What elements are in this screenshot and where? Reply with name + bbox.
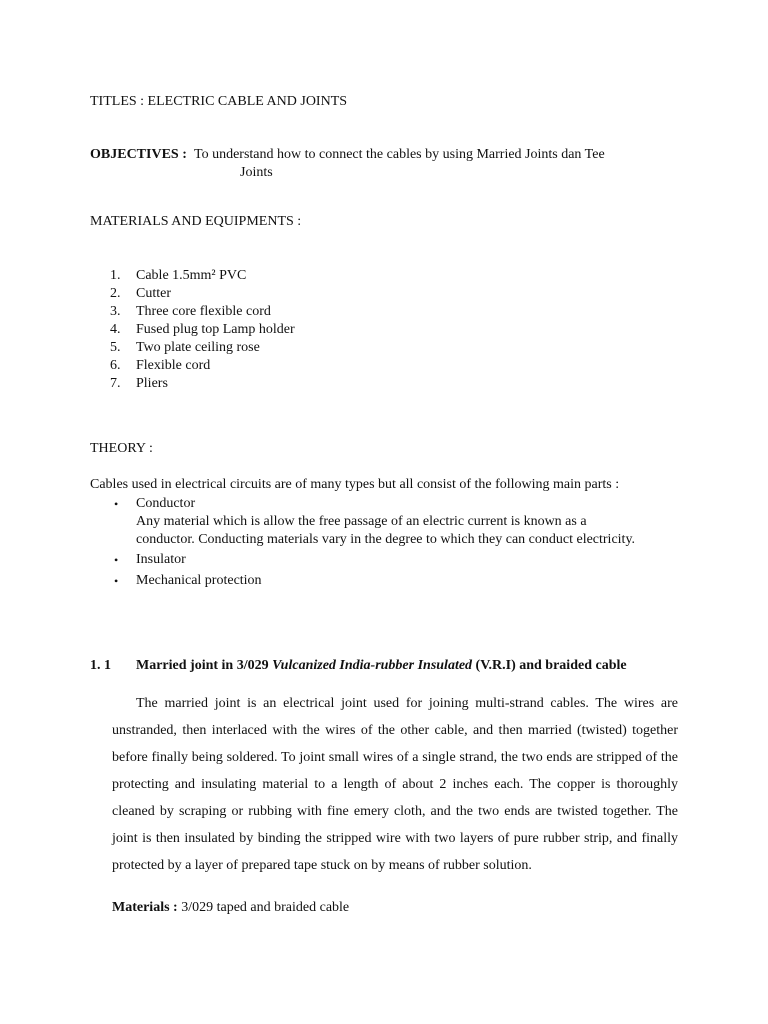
section-materials-text: 3/029 taped and braided cable xyxy=(181,900,350,915)
bullet-label: Mechanical protection xyxy=(136,573,262,588)
document-title: TITLES : ELECTRIC CABLE AND JOINTS xyxy=(90,94,348,109)
list-item xyxy=(110,375,295,393)
list-number: 7. xyxy=(110,376,121,391)
bullet-item-insulator xyxy=(110,551,690,569)
materials-heading: MATERIALS AND EQUIPMENTS : xyxy=(90,214,302,229)
bullet-item-conductor xyxy=(110,495,690,513)
conductor-description-line-2: conductor. Conducting materials vary in the degree to which they can conduct electricity. xyxy=(136,532,636,547)
bullet-icon: • xyxy=(114,497,119,511)
list-item-text: Pliers xyxy=(136,376,168,391)
list-item-text: Three core flexible cord xyxy=(136,304,271,319)
section-title xyxy=(136,657,627,675)
objectives-continuation: Joints xyxy=(240,165,273,180)
conductor-description-line-1: Any material which is allow the free passage of an electric current is known as a xyxy=(136,514,587,529)
section-title-part-1: Married joint in 3/029 xyxy=(136,658,273,673)
list-number: 3. xyxy=(110,304,121,319)
list-number: 2. xyxy=(110,286,121,301)
list-number: 4. xyxy=(110,322,121,337)
list-item xyxy=(110,321,295,339)
list-number: 1. xyxy=(110,268,121,283)
list-number: 5. xyxy=(110,340,121,355)
theory-intro: Cables used in electrical circuits are of many types but all consist of the following main parts : xyxy=(90,477,620,492)
bullet-icon: • xyxy=(114,553,119,567)
list-item-text: Fused plug top Lamp holder xyxy=(136,322,295,337)
list-item xyxy=(110,267,295,285)
list-item-text: Cable 1.5mm² PVC xyxy=(136,268,247,283)
bullet-item-mechanical-protection xyxy=(110,572,690,590)
bullet-icon: • xyxy=(114,574,119,588)
list-item xyxy=(110,285,295,303)
materials-list xyxy=(110,267,295,393)
list-item xyxy=(110,339,295,357)
list-item xyxy=(110,303,295,321)
objectives-text: To understand how to connect the cables by using Married Joints dan Tee xyxy=(194,147,605,162)
theory-bullet-list xyxy=(110,495,690,590)
theory-heading: THEORY : xyxy=(90,441,153,456)
list-item-text: Cutter xyxy=(136,286,171,301)
objectives-label: OBJECTIVES : xyxy=(90,147,187,162)
list-item-text: Flexible cord xyxy=(136,358,211,373)
list-item-text: Two plate ceiling rose xyxy=(136,340,260,355)
list-item xyxy=(110,357,295,375)
section-title-italic: Vulcanized India-rubber Insulated xyxy=(272,658,473,673)
section-materials xyxy=(112,899,349,917)
list-number: 6. xyxy=(110,358,121,373)
married-joint-paragraph: The married joint is an electrical joint used for joining multi-strand cables. The wires are unstranded, then interlaced with the wires of the other cable, and then married (twisted) together before finally being soldered. To joint small wires of a single strand, the two ends are stripped of the protecting and insulating material to a length of about 2 inches each. The copper is thoroughly cleaned by scraping or rubbing with fine emery cloth, and the two ends are twisted together. The joint is then insulated by binding the stripped wire with two layers of pure rubber strip, and finally protected by a layer of prepared tape stuck on by means of rubber solution. xyxy=(112,696,678,873)
section-title-part-2: (V.R.I) and braided cable xyxy=(472,658,627,673)
bullet-label: Conductor xyxy=(136,496,196,511)
bullet-label: Insulator xyxy=(136,552,186,567)
section-materials-label: Materials : xyxy=(112,900,178,915)
section-number: 1. 1 xyxy=(90,658,111,673)
